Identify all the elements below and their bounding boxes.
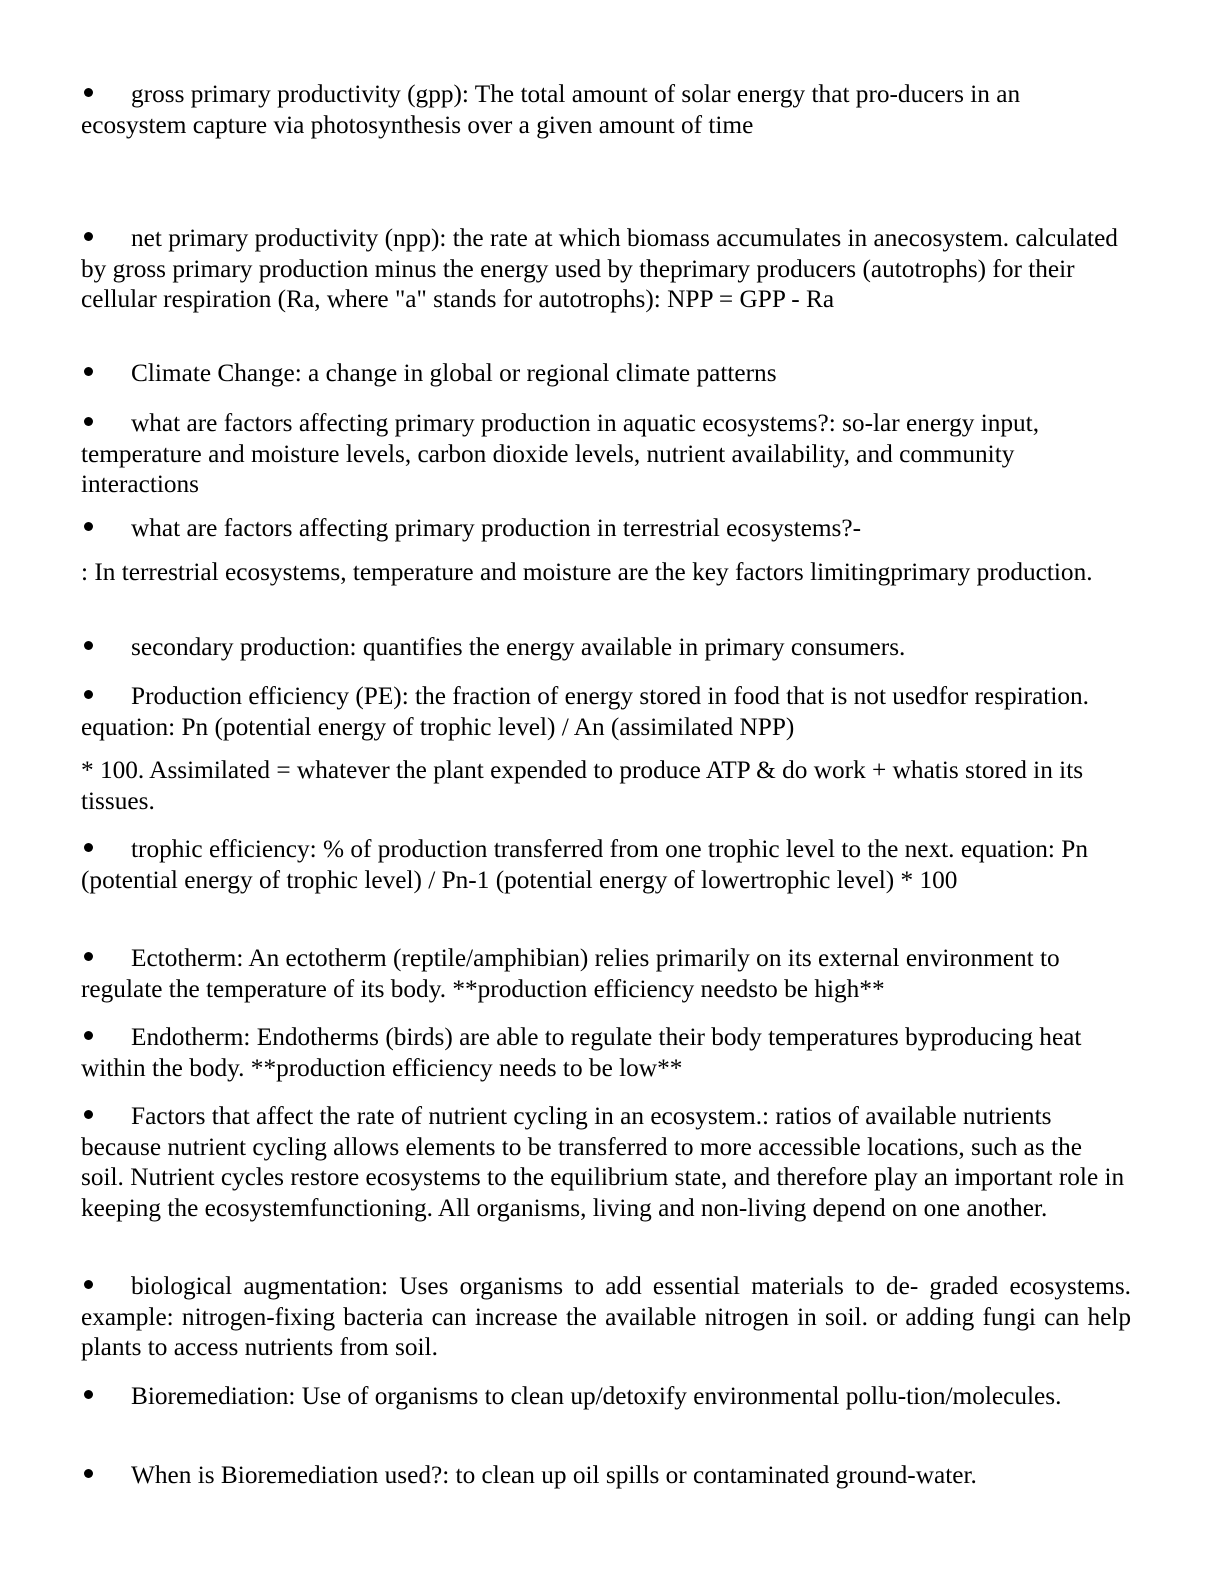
paragraph-biological-augmentation (81, 1271, 1131, 1363)
paragraph-text: Endotherm: Endotherms (birds) are able to regulate their body temperatures byproducing heat within the body. **production efficiency needs to be low** (81, 1023, 1082, 1082)
paragraph-secondary-production (81, 632, 1131, 663)
paragraph-nutrient-cycling (81, 1101, 1131, 1223)
paragraph-text: what are factors affecting primary production in aquatic ecosystems?: so-lar energy input, temperature and moisture levels, carbon dioxide levels, nutrient availability, and community interactions (81, 409, 1040, 498)
paragraph-text: trophic efficiency: % of production transferred from one trophic level to the next. equation: Pn (potential energy of trophic level) / Pn-1 (potential energy of lowertrophic level) * 100 (81, 835, 1088, 894)
paragraph-bioremediation (81, 1381, 1131, 1412)
paragraph-text: : In terrestrial ecosystems, temperature and moisture are the key factors limitingprimary production. (81, 558, 1093, 586)
paragraph-terrestrial-question (81, 513, 1131, 544)
paragraph-text: secondary production: quantifies the energy available in primary consumers. (131, 633, 906, 661)
paragraph-terrestrial-answer (81, 557, 1131, 588)
paragraph-text: gross primary productivity (gpp): The total amount of solar energy that pro-ducers in an ecosystem capture via photosynthesis over a given amount of time (81, 80, 1021, 139)
paragraph-text: Bioremediation: Use of organisms to clean up/detoxify environmental pollu-tion/molecules. (131, 1382, 1062, 1410)
paragraph-production-efficiency (81, 681, 1131, 742)
paragraph-npp (81, 223, 1131, 315)
paragraph-text: net primary productivity (npp): the rate at which biomass accumulates in anecosystem. calculated by gross primary production minus the energy used by theprimary producers (autotrophs) for their cellular respiration (Ra, where "a" stands for autotrophs): NPP = GPP - Ra (81, 224, 1118, 313)
paragraph-text: Factors that affect the rate of nutrient cycling in an ecosystem.: ratios of available nutrients because nutrient cycling allows elements to be transferred to more accessible locations, such as the soil. Nutrient cycles restore ecosystems to the equilibrium state, and therefore play an important role in keeping the ecosystemfunctioning. All organisms, living and non-living depend on one another. (81, 1102, 1125, 1222)
paragraph-text: * 100. Assimilated = whatever the plant expended to produce ATP & do work + whatis stored in its tissues. (81, 756, 1084, 815)
paragraph-trophic-efficiency (81, 834, 1131, 895)
paragraph-text: When is Bioremediation used?: to clean up oil spills or contaminated ground-water. (131, 1461, 977, 1489)
paragraph-text: biological augmentation: Uses organisms to add essential materials to de- graded ecosystems. example: nitrogen-fixing bacteria can increase the available nitrogen in soil. or adding fungi can help plants to access nutrients from soil. (81, 1272, 1131, 1361)
paragraph-gpp (81, 79, 1131, 140)
paragraph-text: Ectotherm: An ectotherm (reptile/amphibian) relies primarily on its external environment to regulate the temperature of its body. **production efficiency needsto be high** (81, 944, 1060, 1003)
paragraph-text: Climate Change: a change in global or regional climate patterns (131, 359, 777, 387)
paragraph-climate-change (81, 358, 1131, 389)
paragraph-endotherm (81, 1022, 1131, 1083)
paragraph-ectotherm (81, 943, 1131, 1004)
paragraph-text: Production efficiency (PE): the fraction of energy stored in food that is not usedfor respiration. equation: Pn (potential energy of trophic level) / An (assimilated NPP) (81, 682, 1089, 741)
paragraph-bioremediation-use (81, 1460, 1131, 1491)
paragraph-text: what are factors affecting primary production in terrestrial ecosystems?- (131, 514, 862, 542)
paragraph-assimilated (81, 755, 1131, 816)
paragraph-aquatic-factors (81, 408, 1131, 500)
